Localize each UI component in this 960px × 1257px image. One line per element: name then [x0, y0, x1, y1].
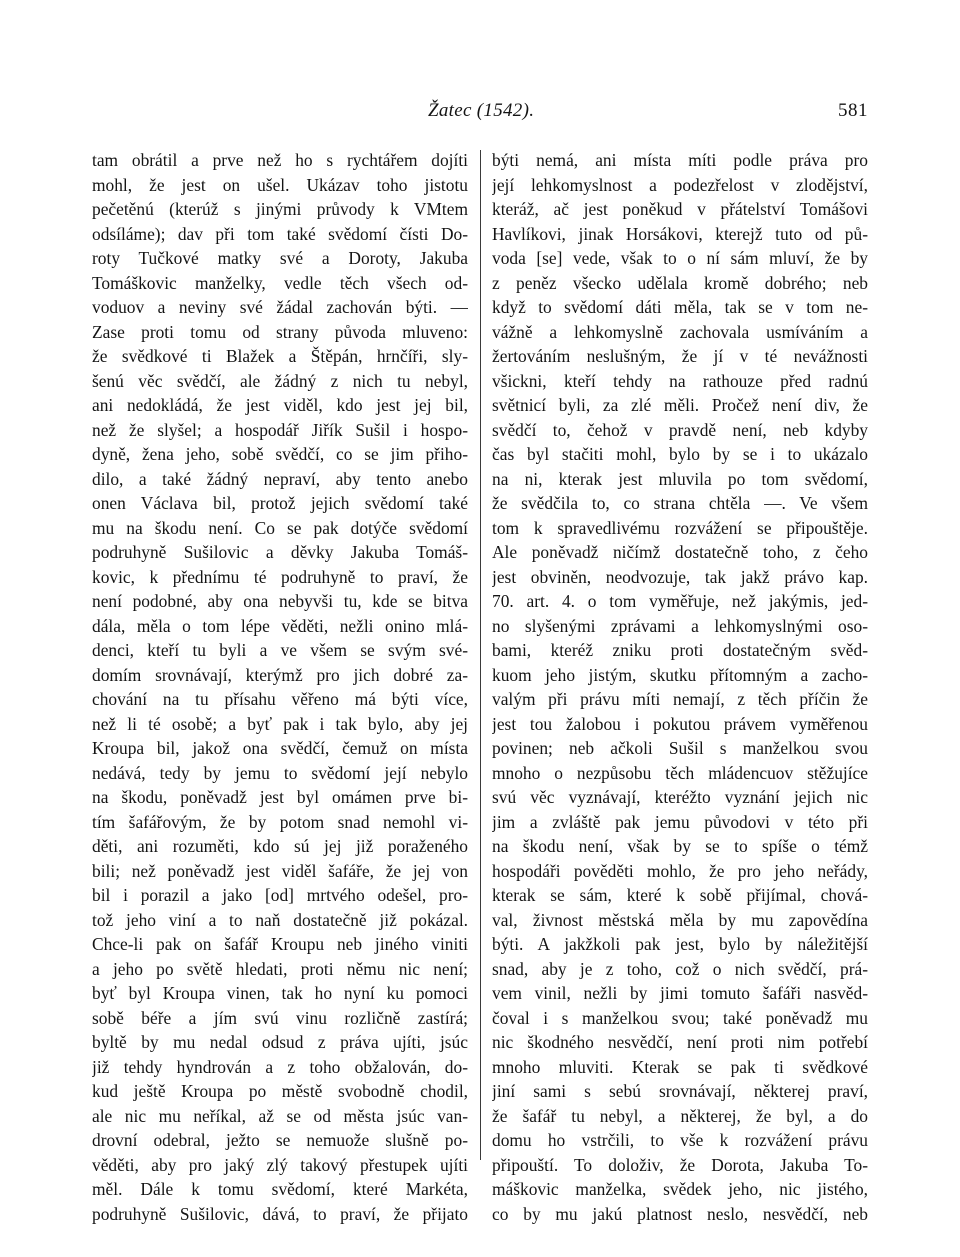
text-line: onen Václava bil, protož jejich svědomí také: [92, 493, 468, 513]
text-line: domu ho vstrčili, to vše k rozvážení právu: [492, 1130, 868, 1150]
text-line: že šafář tu nebyl, a některej, že byl, a do: [492, 1105, 868, 1126]
text-line: na ni, kterak jest mluvila po tom svědomí,: [492, 468, 868, 489]
text-line: jest obviněn, neodvozuje, tak jakž právo kap.: [492, 566, 868, 587]
text-line: kuom jeho jistým, skutku přítomným a zacho-: [492, 664, 868, 685]
running-title: Žatec (1542).: [428, 100, 535, 121]
text-line: Kroupa bil, jakož ona svědčí, čemuž on místa: [92, 738, 468, 758]
text-line: na škodu, poněvadž jest byl omámen prve bi-: [92, 787, 468, 807]
text-line: co by mu jakú platnost neslo, nesvědčí, neb: [492, 1203, 868, 1224]
text-line: valým při právu míti nemají, z těch příčin že: [492, 689, 868, 709]
text-line: 70. art. 4. o tom vyměřuje, než jakýmis, jed-: [492, 591, 868, 611]
text-line: než že slyšel; a hospodář Jiřík Sušil i hospo-: [92, 419, 468, 440]
text-line: čas byl stačiti mohl, bylo by se i to ukázalo: [492, 444, 868, 464]
text-line: mu na škodu není. Co se pak dotýče svědomí: [92, 517, 468, 538]
text-line: byltě by mu nedal odsud z práva ujíti, jsúc: [92, 1032, 468, 1052]
text-line: jiní sami s sebú srovnávají, některej praví,: [492, 1081, 868, 1101]
text-line: odsíláme); dav při tom také svědomí čísti Do-: [92, 223, 468, 244]
text-line: bami, kteréž zniku proti dostatečným svěd-: [492, 640, 868, 660]
text-line: žertováním neslušným, že jí v té nevážnosti: [492, 346, 868, 366]
text-line: svú věc vyznávají, kteréžto vyznání jejich nic: [492, 787, 868, 807]
text-line: kovic, k přednímu té podruhyně to praví, že: [92, 566, 468, 587]
text-line: bili; než poněvadž jest viděl šafáře, že jej von: [92, 860, 468, 881]
text-line: hospodáři pověděti mohlo, že pro jeho neřády,: [492, 860, 868, 881]
text-line: připouští. To doloživ, že Dorota, Jakuba To-: [492, 1154, 868, 1175]
text-line: kterak se sám, které k sobě přijímal, chová-: [492, 885, 868, 905]
text-line: kteráž, ač jest poněkud v přátelství Tomášovi: [492, 199, 868, 219]
text-line: jim a zvláště pak jemu původovi v této při: [492, 811, 868, 832]
text-line: voduov a neviny své žádal zachován býti. —: [92, 297, 468, 317]
text-line: dilo, a také žádný nepraví, aby tento anebo: [92, 468, 468, 489]
text-line: všickni, kteří tehdy na rathouze před radnú: [492, 370, 868, 391]
text-line: tam obrátil a prve než ho s rychtářem dojíti: [92, 150, 468, 170]
text-line: denci, kteří tu byli a ve všem se svým své-: [92, 640, 468, 660]
text-line: Tomáškovic manželky, vedle těch všech od-: [92, 272, 468, 293]
text-line: z peněz všecko udělala kromě dobrého; neb: [492, 272, 868, 293]
text-line: povinen; neb ačkoli Sušil s manželkou svou: [492, 738, 868, 758]
text-line: roty Tučkové matky své a Doroty, Jakuba: [92, 248, 468, 268]
text-line: světnicí byli, za zlé měli. Pročež není div, že: [492, 395, 868, 415]
left-text-column: [92, 148, 468, 1226]
text-line: šenú věc svědčí, ale žádný z nich tu nebyl,: [92, 370, 468, 391]
text-line: věděti, aby pro jaký zlý takový přestupek ujíti: [92, 1154, 468, 1175]
text-line: dála, měla o tom lépe věděti, nežli onino mlá-: [92, 615, 468, 636]
text-line: na škodu není, však by se to spíše o témž: [492, 836, 868, 856]
text-line: tím šafářovým, že by potom snad nemohl vi-: [92, 811, 468, 832]
text-line: pečetěnú (kterúž s jinými průvody k VMtem: [92, 199, 468, 219]
text-line: byť byl Kroupa vinen, tak ho nyní ku pomoci: [92, 983, 468, 1003]
text-line: býti nemá, ani místa míti podle práva pro: [492, 150, 868, 170]
text-line: není podobné, aby ona nebyvši tu, kde se bitva: [92, 591, 468, 611]
text-line: že svědčila to, co strana chtěla —. Ve všem: [492, 493, 868, 513]
text-line: no slyšenými zprávami a lehkomyslnými oso-: [492, 615, 868, 636]
text-line: jest tou žalobou i pokutou právem vyměřenou: [492, 713, 868, 734]
text-line: kud ještě Kroupa po městě svobodně chodil,: [92, 1081, 468, 1101]
text-line: drovní odebral, ježto se nemuože slušně po-: [92, 1130, 468, 1150]
text-line: vem vinil, nežli by jimi tomuto šafáři nasvěd-: [492, 983, 868, 1003]
page-number: 581: [838, 100, 868, 121]
text-line: podruhyně Sušilovic a děvky Jakuba Tomáš-: [92, 542, 468, 562]
text-line: měl. Dále k tomu svědomí, které Markéta,: [92, 1179, 468, 1199]
text-line: nic škodného nesvědčí, není proti nim potřebí: [492, 1032, 868, 1052]
text-line: chování na tu přísahu věřeno má býti více,: [92, 689, 468, 709]
text-line: mnoho o nezpůsobu těch mládencuov stěžujíce: [492, 762, 868, 783]
text-line: val, živnost městská měla by mu zapovědína: [492, 909, 868, 930]
text-line: Ale poněvadž ničímž dostatečně toho, z čeho: [492, 542, 868, 562]
text-line: nedává, tedy by jemu to svědomí její nebylo: [92, 762, 468, 783]
text-line: když to svědomí dáti měla, tak se v tom ne-: [492, 297, 868, 317]
text-line: Havlíkovi, jinak Horsákovi, kterejž tuto od pů-: [492, 223, 868, 244]
text-line: tom k spravedlivému rozvážení se připouštěje.: [492, 517, 868, 538]
right-text-column: [492, 148, 868, 1226]
text-line: býti. A jakžkoli pak jest, bylo by náležitější: [492, 934, 868, 954]
text-line: dyně, žena jeho, sobě svědčí, co se jim přiho-: [92, 444, 468, 464]
text-line: vážně a lehkomyslně zachovala usmíváním a: [492, 321, 868, 342]
text-line: ani nedokládá, že jest viděl, kdo jest jej bil,: [92, 395, 468, 415]
text-line: že svědkové ti Blažek a Štěpán, hrnčíři, sly-: [92, 346, 468, 366]
text-line: ale nic mu neříkal, až se od města jsúc van-: [92, 1105, 468, 1126]
text-line: než li té osobě; a byť pak i tak bylo, aby jej: [92, 713, 468, 734]
text-line: již tehdy hyndrován a z toho obžalován, do-: [92, 1056, 468, 1077]
text-line: Chce-li pak on šafář Kroupu neb jiného viniti: [92, 934, 468, 954]
text-line: voda [se] vede, však to o ní sám mluví, že by: [492, 248, 868, 268]
text-line: tož jeho viní a to naň dostatečně již pokázal.: [92, 909, 468, 930]
text-line: děti, ani rozuměti, kdo sú jej již poraženého: [92, 836, 468, 856]
column-divider: [480, 150, 481, 1160]
text-line: čoval i s manželkou svou; také poněvadž mu: [492, 1007, 868, 1028]
text-line: snad, aby je z toho, což o nich svědčí, prá-: [492, 958, 868, 979]
text-line: sobě béře a jím svú vinu rozličně zastírá;: [92, 1007, 468, 1028]
text-line: mohl, že jest on ušel. Ukázav toho jistotu: [92, 174, 468, 195]
text-line: domím srovnávají, kterýmž pro jich dobré za-: [92, 664, 468, 685]
running-header: [92, 100, 868, 130]
text-line: svědčí to, čehož v pravdě není, neb kdyby: [492, 419, 868, 440]
text-line: máškovic manželka, svědek jeho, nic jistého,: [492, 1179, 868, 1199]
text-line: mnoho mluviti. Kterak se pak ti svědkové: [492, 1056, 868, 1077]
text-line: podruhyně Sušilovic, dává, to praví, že přijato: [92, 1203, 468, 1224]
text-line: a jeho po světě hledati, proti němu nic není;: [92, 958, 468, 979]
text-line: bil i porazil a jako [od] mrtvého odešel, pro-: [92, 885, 468, 905]
text-line: Zase proti tomu od strany původa mluveno:: [92, 321, 468, 342]
text-line: její lehkomyslnost a podezřelost v zlodějství,: [492, 174, 868, 195]
